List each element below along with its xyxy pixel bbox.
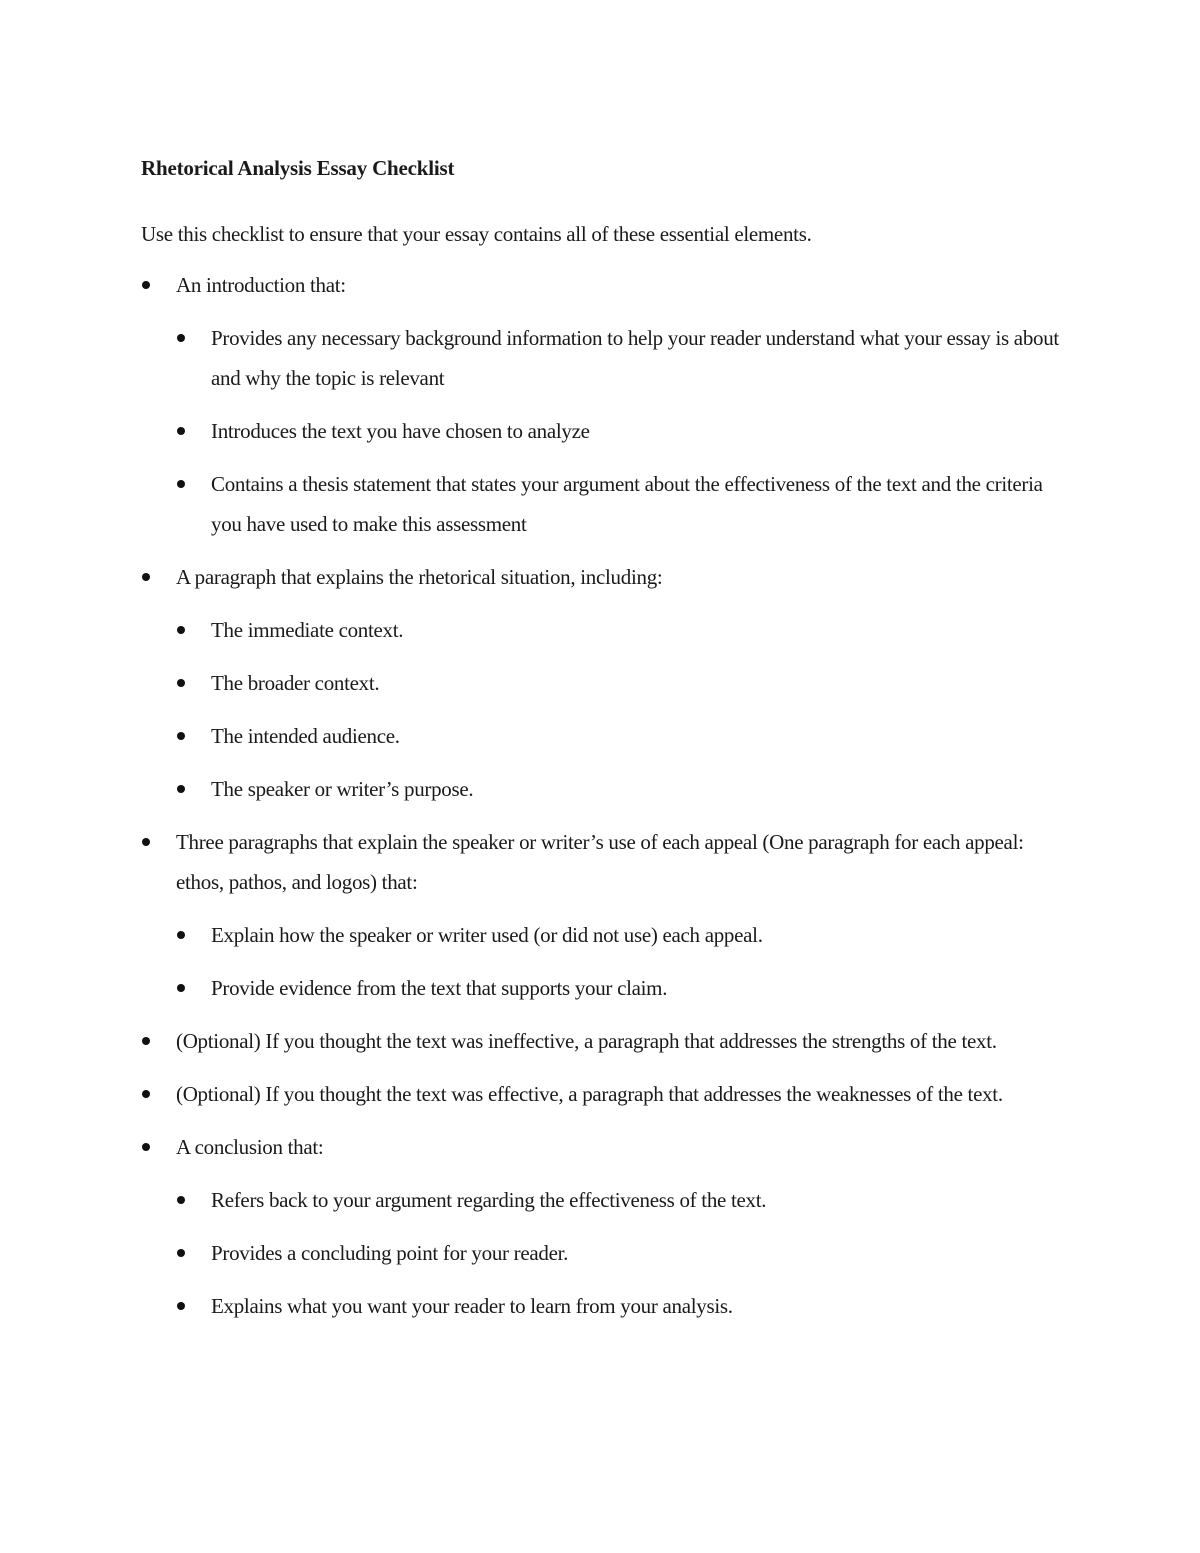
- checklist-subitem: [141, 464, 1071, 544]
- bullet-icon: [177, 785, 185, 793]
- checklist-subitem: [141, 1233, 1071, 1273]
- checklist-item-text: A conclusion that:: [176, 1135, 324, 1159]
- checklist-item: [141, 1021, 1071, 1061]
- bullet-icon: [177, 1302, 185, 1310]
- checklist-subitem-text: Provides a concluding point for your reader.: [211, 1241, 569, 1265]
- checklist-item-text: (Optional) If you thought the text was ineffective, a paragraph that addresses the strengths of the text.: [176, 1029, 997, 1053]
- checklist-subitem: [141, 663, 1071, 703]
- checklist-subitem-text: Provides any necessary background information to help your reader understand what your essay is about and why the topic is relevant: [211, 326, 1059, 390]
- document-body: [141, 150, 1071, 1326]
- bullet-icon: [142, 838, 150, 846]
- checklist-item: [141, 822, 1071, 902]
- checklist-item-text: An introduction that:: [176, 273, 346, 297]
- checklist-subitem-text: The immediate context.: [211, 618, 404, 642]
- checklist-subitem-text: The intended audience.: [211, 724, 400, 748]
- checklist-subitem-text: Provide evidence from the text that supports your claim.: [211, 976, 668, 1000]
- checklist-subitem: [141, 968, 1071, 1008]
- checklist-item: [141, 1074, 1071, 1114]
- bullet-icon: [142, 1037, 150, 1045]
- bullet-icon: [142, 573, 150, 581]
- checklist-subitem: [141, 318, 1071, 398]
- checklist-item: [141, 557, 1071, 597]
- checklist-subitem: [141, 915, 1071, 955]
- intro-paragraph: Use this checklist to ensure that your essay contains all of these essential elements.: [141, 222, 812, 246]
- bullet-icon: [177, 1249, 185, 1257]
- checklist-subitem-text: The broader context.: [211, 671, 380, 695]
- checklist-item-text: Three paragraphs that explain the speaker or writer’s use of each appeal (One paragraph for each appeal: ethos, pathos, and logos) that:: [176, 830, 1024, 894]
- checklist-item: [141, 265, 1071, 305]
- checklist-subitem: [141, 1180, 1071, 1220]
- bullet-icon: [177, 931, 185, 939]
- checklist-subitem-text: Explains what you want your reader to learn from your analysis.: [211, 1294, 733, 1318]
- bullet-icon: [177, 732, 185, 740]
- bullet-icon: [142, 1090, 150, 1098]
- bullet-icon: [177, 626, 185, 634]
- checklist-subitem: [141, 411, 1071, 451]
- document-title: Rhetorical Analysis Essay Checklist: [141, 156, 455, 180]
- checklist-subitem-text: Refers back to your argument regarding the effectiveness of the text.: [211, 1188, 767, 1212]
- bullet-icon: [177, 1196, 185, 1204]
- checklist-subitem: [141, 769, 1071, 809]
- bullet-icon: [177, 480, 185, 488]
- bullet-icon: [177, 984, 185, 992]
- checklist-item-text: (Optional) If you thought the text was effective, a paragraph that addresses the weaknesses of the text.: [176, 1082, 1003, 1106]
- checklist-item-text: A paragraph that explains the rhetorical situation, including:: [176, 565, 663, 589]
- checklist-subitem-text: The speaker or writer’s purpose.: [211, 777, 474, 801]
- bullet-icon: [177, 334, 185, 342]
- checklist-subitem-text: Introduces the text you have chosen to analyze: [211, 419, 590, 443]
- checklist-item: [141, 1127, 1071, 1167]
- checklist-subitem: [141, 610, 1071, 650]
- checklist-subitem: [141, 1286, 1071, 1326]
- bullet-icon: [142, 281, 150, 289]
- bullet-icon: [142, 1143, 150, 1151]
- bullet-icon: [177, 427, 185, 435]
- checklist-subitem: [141, 716, 1071, 756]
- checklist-subitem-text: Explain how the speaker or writer used (or did not use) each appeal.: [211, 923, 763, 947]
- checklist: [141, 265, 1071, 1326]
- checklist-subitem-text: Contains a thesis statement that states your argument about the effectiveness of the text and the criteria you have used to make this assessment: [211, 472, 1043, 536]
- bullet-icon: [177, 679, 185, 687]
